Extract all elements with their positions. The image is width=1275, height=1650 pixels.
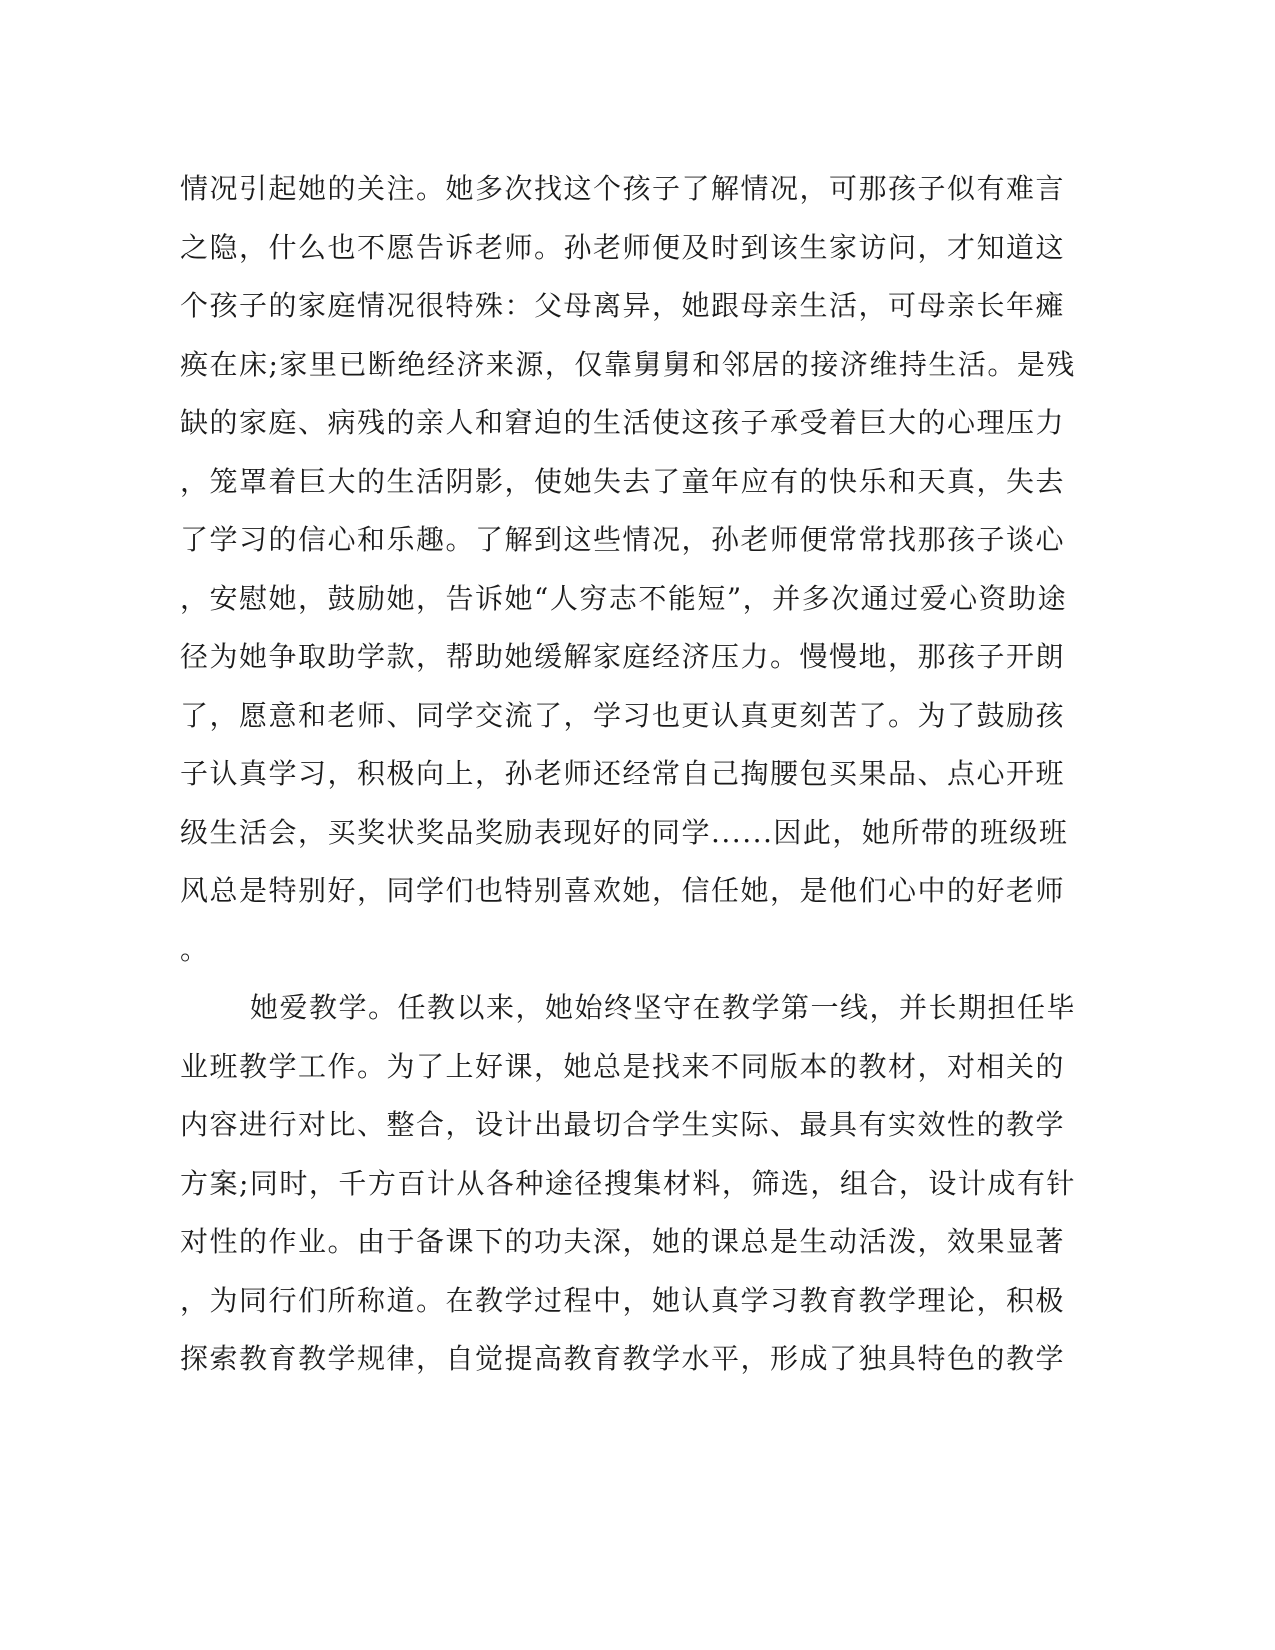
text-line: ，安慰她，鼓励她，告诉她“人穷志不能短”，并多次通过爱心资助途: [180, 581, 1068, 615]
text-line: 子认真学习，积极向上，孙老师还经常自己掏腰包买果品、点心开班: [180, 757, 1066, 790]
text-line: 风总是特别好，同学们也特别喜欢她，信任她，是他们心中的好老师: [180, 874, 1066, 907]
text-line: 对性的作业。由于备课下的功夫深，她的课总是生动活泼，效果显著: [180, 1225, 1066, 1258]
paragraph-start-line: 她爱教学。任教以来，她始终坚守在教学第一线，并长期担任毕: [250, 991, 1077, 1024]
text-line: 方案;同时，千方百计从各种途径搜集材料，筛选，组合，设计成有针: [180, 1166, 1076, 1200]
text-line: 情况引起她的关注。她多次找这个孩子了解情况，可那孩子似有难言: [180, 172, 1066, 205]
text-line: 之隐，什么也不愿告诉老师。孙老师便及时到该生家访问，才知道这: [180, 230, 1066, 264]
text-line: 个孩子的家庭情况很特殊：父母离异，她跟母亲生活，可母亲长年瘫: [180, 289, 1066, 322]
text-line: 。: [180, 932, 210, 966]
text-line: 缺的家庭、病残的亲人和窘迫的生活使这孩子承受着巨大的心理压力: [180, 406, 1066, 439]
text-line: 了学习的信心和乐趣。了解到这些情况，孙老师便常常找那孩子谈心: [180, 523, 1066, 556]
text-line: 内容进行对比、整合，设计出最切合学生实际、最具有实效性的教学: [180, 1108, 1066, 1141]
text-line: ，笼罩着巨大的生活阴影，使她失去了童年应有的快乐和天真，失去: [180, 464, 1066, 498]
text-line: ，为同行们所称道。在教学过程中，她认真学习教育教学理论，积极: [180, 1283, 1066, 1317]
text-line: 径为她争取助学款，帮助她缓解家庭经济压力。慢慢地，那孩子开朗: [180, 640, 1066, 673]
text-line: 了，愿意和老师、同学交流了，学习也更认真更刻苦了。为了鼓励孩: [180, 698, 1066, 732]
text-line: 探索教育教学规律，自觉提高教育教学水平，形成了独具特色的教学: [180, 1342, 1066, 1375]
text-line: 痪在床;家里已断绝经济来源，仅靠舅舅和邻居的接济维持生活。是残: [180, 347, 1076, 381]
body-text: [180, 160, 1077, 1389]
text-line: 级生活会，买奖状奖品奖励表现好的同学......因此，她所带的班级班: [180, 815, 1069, 849]
text-line: 业班教学工作。为了上好课，她总是找来不同版本的教材，对相关的: [180, 1049, 1066, 1083]
